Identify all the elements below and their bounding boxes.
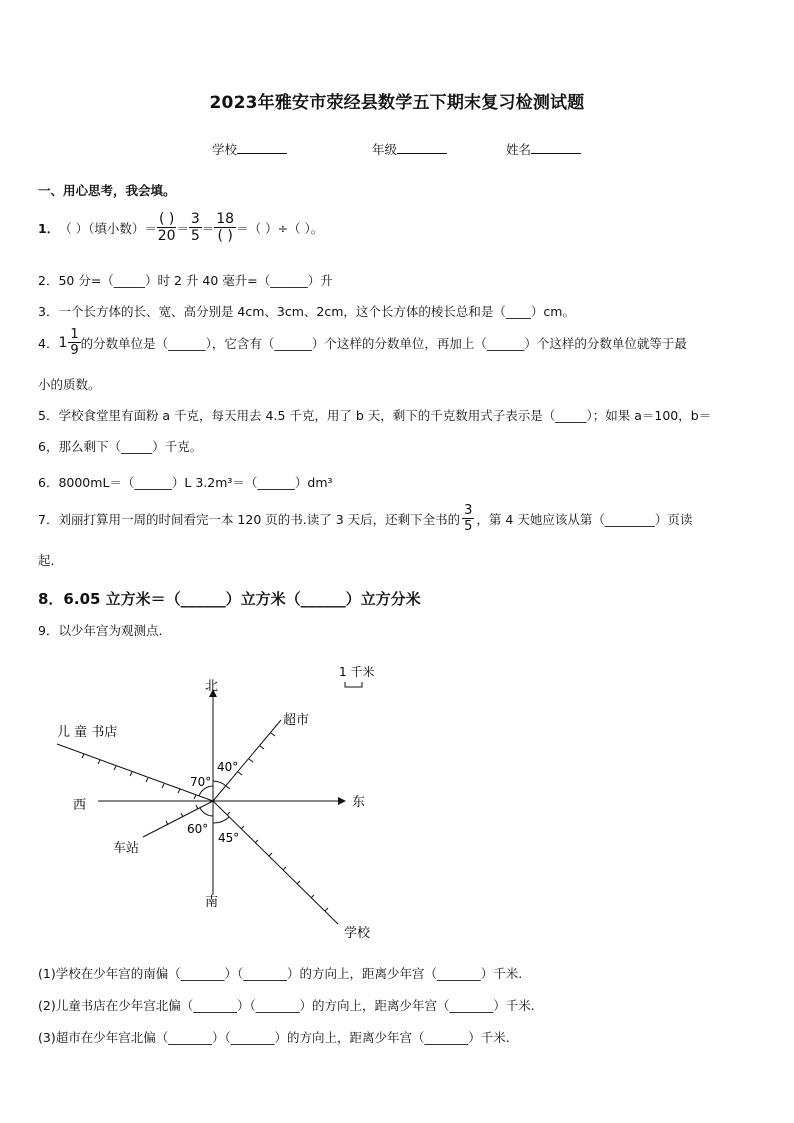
q7-numerator: 3 [464,503,473,518]
q7-text: 7．刘丽打算用一周的时间看完一本 120 页的书.读了 3 天后，还剩下全书的 [38,511,461,527]
question-6 [38,473,333,491]
bookstore-label: 儿 童 书店 [57,725,118,740]
east-label: 东 [352,795,366,810]
q1-f1-denominator: 20 [157,228,176,244]
scale-bar [345,682,362,687]
grade-label: 年级 [372,142,398,157]
q4-text: 的分数单位是（______），它含有（______）个这样的分数单位，再加上（______）个这样的分数单位就等于最 [80,335,687,351]
q1-f2-denominator: 5 [190,228,200,244]
q1-equals-1: ＝ [176,220,189,236]
question-9: 9．以少年宫为观测点. [38,623,163,638]
q1-f3-numerator: 18 [216,211,235,227]
q1-equals-2: ＝ [201,220,215,236]
q7-denominator: 5 [464,519,473,534]
name-blank[interactable] [531,141,581,154]
north-label: 北 [205,679,219,694]
arc-station [200,808,213,816]
question-9-sub-1: (1)学校在少年宫的南偏（_______）（_______）的方向上，距离少年宫（_______）千米. [38,966,523,981]
angle-station: 60° [187,822,209,836]
ray-bookstore [57,744,213,801]
q4-denominator: 9 [70,343,79,358]
question-3: 3．一个长方体的长、宽、高分别是 4cm、3cm、2cm，这个长方体的棱长总和是（____）cm。 [38,304,575,319]
angle-supermarket: 40° [217,760,239,774]
q1-f1-numerator[interactable]: ( ) [158,211,175,227]
q6-text: 8000mL＝（______）L 3.2m³＝（______）dm³ [58,475,333,490]
q4-whole: 1 [58,334,68,351]
angle-bookstore: 70° [190,775,212,789]
q4-number: 4． [38,335,59,351]
q1-fraction-3 [214,212,236,243]
q1-f2-numerator: 3 [190,211,200,227]
question-9-sub-2: (2)儿童书店在少年宫北偏（_______）（_______）的方向上，距离少年宫（_______）千米. [38,998,535,1013]
question-8: 8．6.05 立方米＝（______）立方米（______）立方分米 [38,590,421,608]
q6-number: 6． [38,475,59,490]
question-4 [38,328,687,357]
question-5: 5．学校食堂里有面粉 a 千克，每天用去 4.5 千克，用了 b 天，剩下的千克数用式子表示是（_____）；如果 a＝100，b＝ [38,408,712,423]
grade-field [372,140,447,158]
school-label-diagram: 学校 [344,926,371,941]
school-blank[interactable] [237,141,287,154]
section-heading: 一、用心思考，我会填。 [38,183,176,198]
q7-fraction [462,504,474,533]
q1-f3-denominator[interactable]: ( ) [217,228,233,244]
grade-blank[interactable] [397,141,447,154]
angle-school: 45° [218,831,240,845]
direction-diagram [0,650,794,950]
q1-fraction-2 [189,212,202,243]
question-4-line2: 小的质数。 [38,377,101,392]
ray-school [213,801,338,924]
question-5-line2: 6，那么剩下（_____）千克。 [38,439,203,454]
q4-numerator: 1 [70,327,79,342]
west-label: 西 [73,798,87,813]
arc-supermarket [213,781,226,786]
page-title: 2023年雅安市荥经县数学五下期末复习检测试题 [209,93,585,113]
question-7-line2: 起. [38,553,55,568]
question-9-sub-3: (3)超市在少年宫北偏（_______）（_______）的方向上，距离少年宫（_______）千米. [38,1030,510,1045]
station-label: 车站 [113,841,140,856]
q1-part1: （ ）（填小数）＝ [59,220,157,236]
q1-number: 1． [38,220,60,236]
scale-label: 1 千米 [339,665,375,679]
question-2: 2．50 分=（_____）时 2 升 40 毫升=（______）升 [38,273,333,288]
school-label: 学校 [212,142,238,157]
south-label: 南 [205,895,219,910]
q4-fraction [68,328,80,357]
q1-part2: ＝（ ）÷（ ）。 [236,220,324,236]
q1-fraction-1 [157,212,176,243]
name-field [506,140,581,158]
q7-text-after: ，第 4 天她应该从第（________）页读 [476,511,693,527]
supermarket-label: 超市 [283,713,310,728]
question-7 [38,504,692,533]
question-1 [38,212,323,243]
school-field [212,140,287,158]
name-label: 姓名 [506,142,532,157]
arc-school [213,817,229,823]
